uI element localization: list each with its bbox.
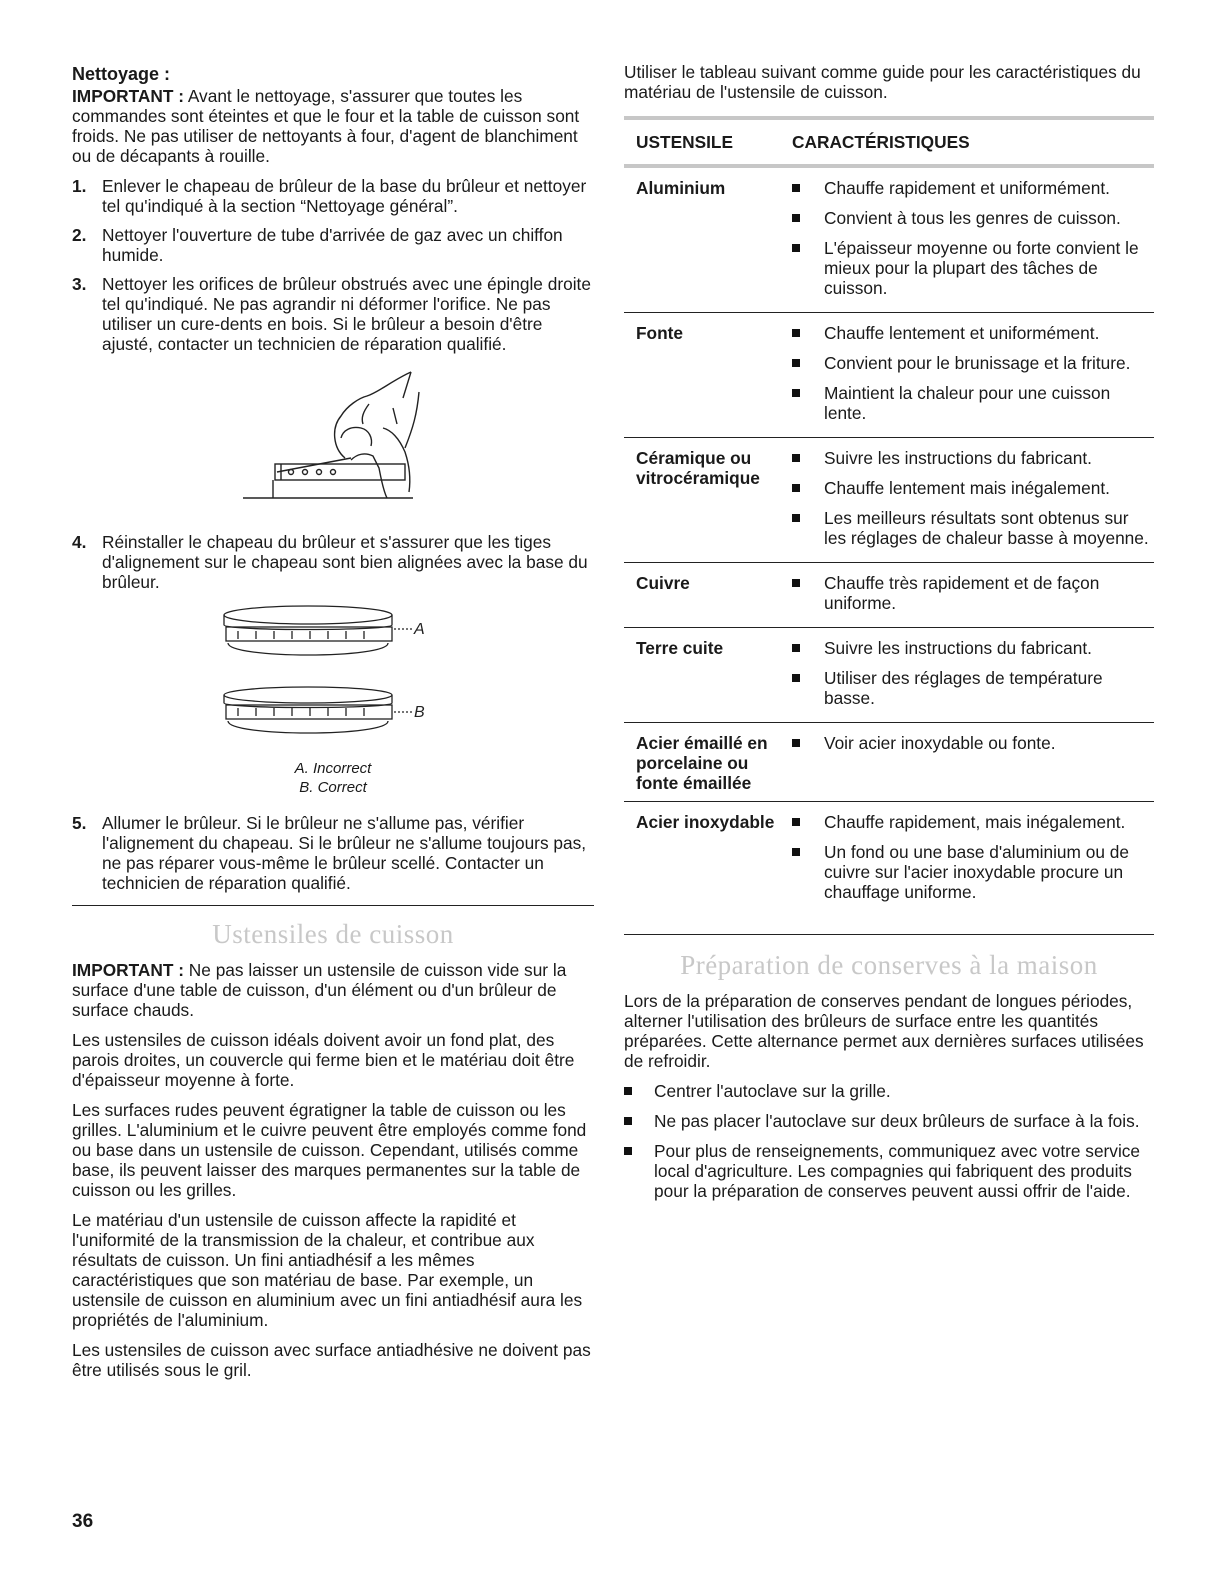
canning-item-text: Centrer l'autoclave sur la grille. [654, 1081, 891, 1101]
burner-cleaning-illustration [233, 368, 433, 518]
cookware-paragraph: Le matériau d'un ustensile de cuisson affecte la rapidité et l'uniformité de la transmission de la chaleur, et contribue aux résultats de cuisson. Un fini antiadhésif a les mêmes caractéristiques que son matériau de base. Par exemple, un ustensile de cuisson en aluminium avec un fini antiadhésif aura les propriétés de l'aluminium. [72, 1210, 583, 1330]
characteristic-item [792, 448, 1154, 468]
cookware-paragraph: Les ustensiles de cuisson idéals doivent avoir un fond plat, des parois droites, un couvercle qui ferme bien et le matériau doit être d'épaisseur moyenne à forte. [72, 1030, 575, 1090]
step-item [72, 225, 594, 265]
characteristic-text: Un fond ou une base d'aluminium ou de cuivre sur l'acier inoxydable procure un chauffage uniforme. [824, 842, 1129, 902]
table-row [624, 802, 1154, 916]
canning-item [624, 1141, 1154, 1201]
square-bullet-icon [792, 674, 800, 682]
figure-label-b: B [414, 704, 425, 721]
characteristics-cell [792, 448, 1154, 554]
cookware-section-title: Ustensiles de cuisson [212, 919, 454, 949]
burner-cap-figure-a [218, 601, 448, 671]
characteristic-item [792, 573, 1154, 613]
right-column [624, 62, 1154, 1211]
characteristic-item [792, 178, 1154, 198]
table-intro: Utiliser le tableau suivant comme guide pour les caractéristiques du matériau de l'ustensile de cuisson. [624, 62, 1141, 102]
square-bullet-icon [792, 454, 800, 462]
characteristic-text: Les meilleurs résultats sont obtenus sur les réglages de chaleur basse à moyenne. [824, 508, 1149, 548]
characteristic-item [792, 238, 1154, 298]
step-number: 1. [72, 176, 87, 196]
characteristic-text: Chauffe rapidement et uniformément. [824, 178, 1110, 198]
step-text: Enlever le chapeau de brûleur de la base du brûleur et nettoyer tel qu'indiqué à la section “Nettoyage général”. [102, 176, 587, 216]
characteristic-text: Utiliser des réglages de température basse. [824, 668, 1103, 708]
characteristic-text: Chauffe rapidement, mais inégalement. [824, 812, 1126, 832]
canning-section-title: Préparation de conserves à la maison [680, 950, 1098, 980]
characteristic-item [792, 668, 1154, 708]
burner-cap-correct-drawing [218, 683, 448, 753]
characteristic-item [792, 812, 1154, 832]
caption-a: A. Incorrect [294, 760, 372, 777]
table-row [624, 563, 1154, 628]
step-number: 4. [72, 532, 87, 552]
square-bullet-icon [792, 214, 800, 222]
step-item [72, 813, 594, 893]
important-notice [72, 86, 594, 166]
characteristic-item [792, 478, 1154, 498]
step-text: Nettoyer l'ouverture de tube d'arrivée de gaz avec un chiffon humide. [102, 225, 563, 265]
characteristic-item [792, 383, 1154, 423]
table-row [624, 723, 1154, 802]
step-text: Réinstaller le chapeau du brûleur et s'assurer que les tiges d'alignement sur le chapeau sont bien alignées avec la base du brûleur. [102, 532, 588, 592]
characteristic-text: Chauffe lentement et uniformément. [824, 323, 1100, 343]
characteristic-item [792, 323, 1154, 343]
characteristics-cell [792, 638, 1154, 714]
page-number: 36 [72, 1511, 94, 1532]
burner-cap-figure-b [218, 683, 448, 753]
important-label: IMPORTANT : [72, 960, 184, 980]
section-divider [72, 905, 594, 906]
characteristics-cell [792, 573, 1154, 619]
characteristic-item [792, 353, 1154, 373]
characteristic-text: Chauffe très rapidement et de façon uniforme. [824, 573, 1100, 613]
square-bullet-icon [792, 514, 800, 522]
cleaning-heading: Nettoyage : [72, 64, 171, 84]
important-notice-cookware [72, 960, 594, 1020]
hand-pin-drawing [233, 368, 433, 518]
cleaning-steps-continued [72, 532, 594, 592]
square-bullet-icon [624, 1117, 632, 1125]
characteristic-text: Voir acier inoxydable ou fonte. [824, 733, 1056, 753]
characteristic-text: Convient pour le brunissage et la friture. [824, 353, 1131, 373]
characteristics-cell [792, 323, 1154, 429]
step-item [72, 274, 594, 354]
section-divider [624, 934, 1154, 935]
cookware-name: Aluminium [636, 178, 726, 198]
step-item [72, 532, 594, 592]
cookware-paragraph: Les ustensiles de cuisson avec surface antiadhésive ne doivent pas être utilisés sous le gril. [72, 1340, 591, 1380]
characteristic-item [792, 508, 1154, 548]
characteristic-text: Convient à tous les genres de cuisson. [824, 208, 1121, 228]
square-bullet-icon [792, 818, 800, 826]
square-bullet-icon [792, 329, 800, 337]
burner-cap-incorrect-drawing [218, 601, 448, 671]
canning-intro: Lors de la préparation de conserves pendant de longues périodes, alterner l'utilisation des brûleurs de surface entre les quantités préparées. Cette alternance permet aux dernières surfaces utilisées de refroidir. [624, 991, 1144, 1071]
square-bullet-icon [792, 244, 800, 252]
cleaning-steps-final [72, 813, 594, 893]
square-bullet-icon [792, 579, 800, 587]
cookware-name: Acier émaillé en porcelaine ou fonte émaillée [636, 733, 768, 793]
square-bullet-icon [792, 739, 800, 747]
cookware-name: Terre cuite [636, 638, 724, 658]
square-bullet-icon [792, 484, 800, 492]
characteristic-text: Suivre les instructions du fabricant. [824, 638, 1092, 658]
square-bullet-icon [792, 184, 800, 192]
cleaning-steps [72, 176, 594, 354]
caption-b: B. Correct [299, 779, 367, 796]
canning-item-text: Pour plus de renseignements, communiquez avec votre service local d'agriculture. Les compagnies qui fabriquent des produits pour la préparation de conserves peuvent aussi offrir de l'aide. [654, 1141, 1141, 1201]
characteristic-text: Chauffe lentement mais inégalement. [824, 478, 1110, 498]
canning-item-text: Ne pas placer l'autoclave sur deux brûleurs de surface à la fois. [654, 1111, 1140, 1131]
characteristics-cell [792, 178, 1154, 304]
square-bullet-icon [792, 644, 800, 652]
table-row [624, 313, 1154, 438]
header-cookware: USTENSILE [636, 132, 733, 152]
important-text: Ne pas laisser un ustensile de cuisson vide sur la surface d'une table de cuisson, d'un élément ou d'un brûleur de surface chauds. [72, 960, 567, 1020]
table-row [624, 438, 1154, 563]
square-bullet-icon [624, 1147, 632, 1155]
step-number: 3. [72, 274, 87, 294]
important-text: Avant le nettoyage, s'assurer que toutes les commandes sont éteintes et que le four et la table de cuisson sont froids. Ne pas utiliser de nettoyants à four, d'agent de blanchiment ou de décapants à rouille. [72, 86, 580, 166]
cookware-name: Cuivre [636, 573, 690, 593]
step-number: 5. [72, 813, 87, 833]
square-bullet-icon [624, 1087, 632, 1095]
table-body [624, 168, 1154, 916]
table-row [624, 628, 1154, 723]
step-number: 2. [72, 225, 87, 245]
step-text: Allumer le brûleur. Si le brûleur ne s'allume pas, vérifier l'alignement du chapeau. Si le brûleur ne s'allume toujours pas, ne pas réparer vous-même le brûleur scellé. Contacter un technicien de réparation qualifié. [102, 813, 587, 893]
characteristics-cell [792, 733, 1154, 793]
table-header [624, 116, 1154, 168]
characteristic-item [792, 842, 1154, 902]
characteristic-item [792, 208, 1154, 228]
square-bullet-icon [792, 848, 800, 856]
square-bullet-icon [792, 389, 800, 397]
cookware-name: Acier inoxydable [636, 812, 775, 832]
characteristic-text: Maintient la chaleur pour une cuisson lente. [824, 383, 1111, 423]
table-row [624, 168, 1154, 313]
header-characteristics: CARACTÉRISTIQUES [792, 132, 970, 152]
characteristic-text: L'épaisseur moyenne ou forte convient le mieux pour la plupart des tâches de cuisson. [824, 238, 1139, 298]
characteristics-cell [792, 812, 1154, 908]
canning-item [624, 1111, 1154, 1131]
cookware-name: Fonte [636, 323, 684, 343]
left-column [72, 62, 594, 1390]
step-item [72, 176, 594, 216]
canning-list [624, 1081, 1154, 1201]
characteristic-item [792, 638, 1154, 658]
canning-item [624, 1081, 1154, 1101]
step-text: Nettoyer les orifices de brûleur obstrués avec une épingle droite tel qu'indiqué. Ne pas agrandir ni déformer l'orifice. Ne pas utiliser un cure-dents en bois. Si le brûleur a besoin d'être ajusté, contacter un technicien de réparation qualifié. [102, 274, 591, 354]
square-bullet-icon [792, 359, 800, 367]
figure-label-a: A [414, 621, 425, 638]
important-label: IMPORTANT : [72, 86, 184, 106]
cookware-name: Céramique ou vitrocéramique [636, 448, 760, 488]
characteristic-item [792, 733, 1154, 753]
characteristic-text: Suivre les instructions du fabricant. [824, 448, 1092, 468]
cookware-paragraph: Les surfaces rudes peuvent égratigner la table de cuisson ou les grilles. L'aluminium et le cuivre peuvent être employés comme fond ou base dans un ustensile de cuisson. Cependant, utilisés comme base, ils peuvent laisser des marques permanentes sur la table de cuisson ou les grilles. [72, 1100, 587, 1200]
figure-caption [72, 759, 594, 797]
